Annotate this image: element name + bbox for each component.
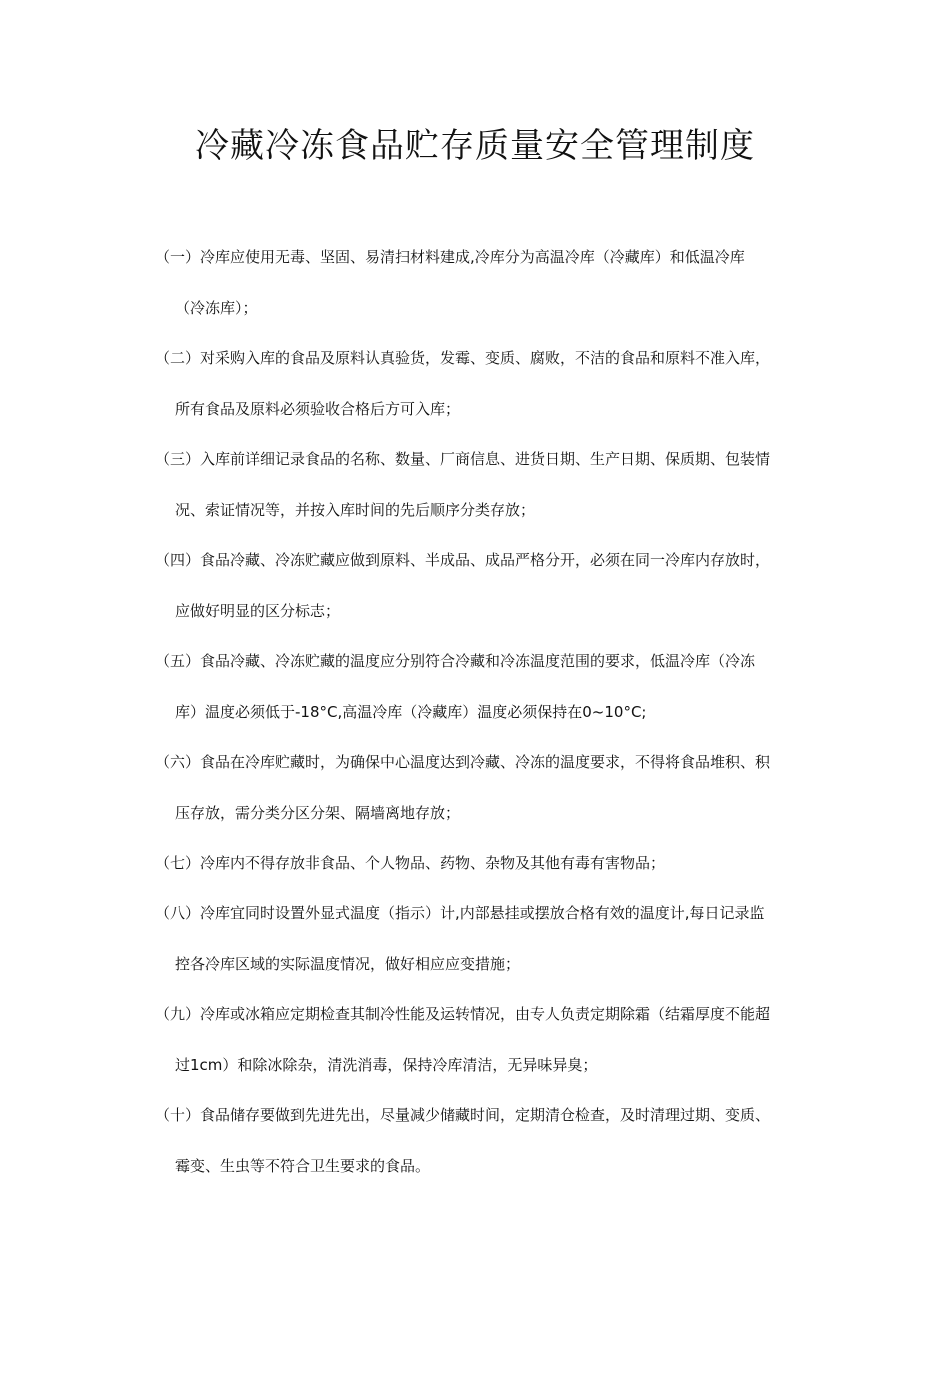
clause-number: （四） [155, 551, 201, 569]
clause-text-continued: 过1cm）和除冰除杂，清洗消毒，保持冷库清洁，无异味异臭； [175, 1056, 598, 1074]
clause-number: （二） [155, 349, 201, 367]
clause-number: （三） [155, 450, 201, 468]
clause-number: （五） [155, 652, 201, 670]
clause-text-continued: 况、索证情况等，并按入库时间的先后顺序分类存放； [175, 501, 536, 519]
clause-text-continued: 库）温度必须低于-18°C,高温冷库（冷藏库）温度必须保持在0~10°C; [175, 703, 647, 721]
clause-text: 食品冷藏、冷冻贮藏的温度应分别符合冷藏和冷冻温度范围的要求，低温冷库（冷冻 [200, 652, 756, 670]
clause-3 [155, 434, 807, 536]
clause-1 [155, 232, 807, 334]
clause-text-continued: 所有食品及原料必须验收合格后方可入库； [175, 400, 461, 418]
clause-text: 冷库或冰箱应定期检查其制冷性能及运转情况，由专人负责定期除霜（结霜厚度不能超 [200, 1005, 771, 1023]
clause-10 [155, 1090, 807, 1192]
clause-text: 对采购入库的食品及原料认真验货，发霉、变质、腐败，不洁的食品和原料不准入库， [200, 349, 771, 367]
clause-text-continued: （冷冻库）； [175, 299, 258, 317]
clause-text-continued: 控各冷库区域的实际温度情况，做好相应应变措施； [175, 955, 521, 973]
clause-text: 冷库应使用无毒、坚固、易清扫材料建成,冷库分为高温冷库（冷藏库）和低温冷库 [200, 248, 745, 266]
clause-5 [155, 636, 807, 738]
clause-list [155, 232, 807, 1191]
clause-7 [155, 838, 807, 889]
clause-text: 食品在冷库贮藏时，为确保中心温度达到冷藏、冷冻的温度要求，不得将食品堆积、积 [200, 753, 771, 771]
clause-number: （六） [155, 753, 201, 771]
clause-number: （七） [155, 854, 201, 872]
clause-number: （十） [155, 1106, 201, 1124]
clause-text-continued: 应做好明显的区分标志； [175, 602, 341, 620]
clause-4 [155, 535, 807, 637]
page-title: 冷藏冷冻食品贮存质量安全管理制度 [195, 126, 755, 166]
clause-text: 冷库宜同时设置外显式温度（指示）计,内部悬挂或摆放合格有效的温度计,每日记录监 [200, 904, 765, 922]
clause-text-continued: 霉变、生虫等不符合卫生要求的食品。 [175, 1157, 431, 1175]
clause-number: （九） [155, 1005, 201, 1023]
clause-9 [155, 989, 807, 1091]
clause-text: 食品冷藏、冷冻贮藏应做到原料、半成品、成品严格分开，必须在同一冷库内存放时， [200, 551, 771, 569]
clause-text: 冷库内不得存放非食品、个人物品、药物、杂物及其他有毒有害物品； [200, 854, 666, 872]
clause-number: （八） [155, 904, 201, 922]
clause-2 [155, 333, 807, 435]
clause-text: 食品储存要做到先进先出，尽量减少储藏时间，定期清仓检查，及时清理过期、变质、 [200, 1106, 771, 1124]
clause-6 [155, 737, 807, 839]
clause-8 [155, 888, 807, 990]
clause-text: 入库前详细记录食品的名称、数量、厂商信息、进货日期、生产日期、保质期、包装情 [200, 450, 771, 468]
clause-text-continued: 压存放，需分类分区分架、隔墙离地存放； [175, 804, 461, 822]
clause-number: （一） [155, 248, 201, 266]
